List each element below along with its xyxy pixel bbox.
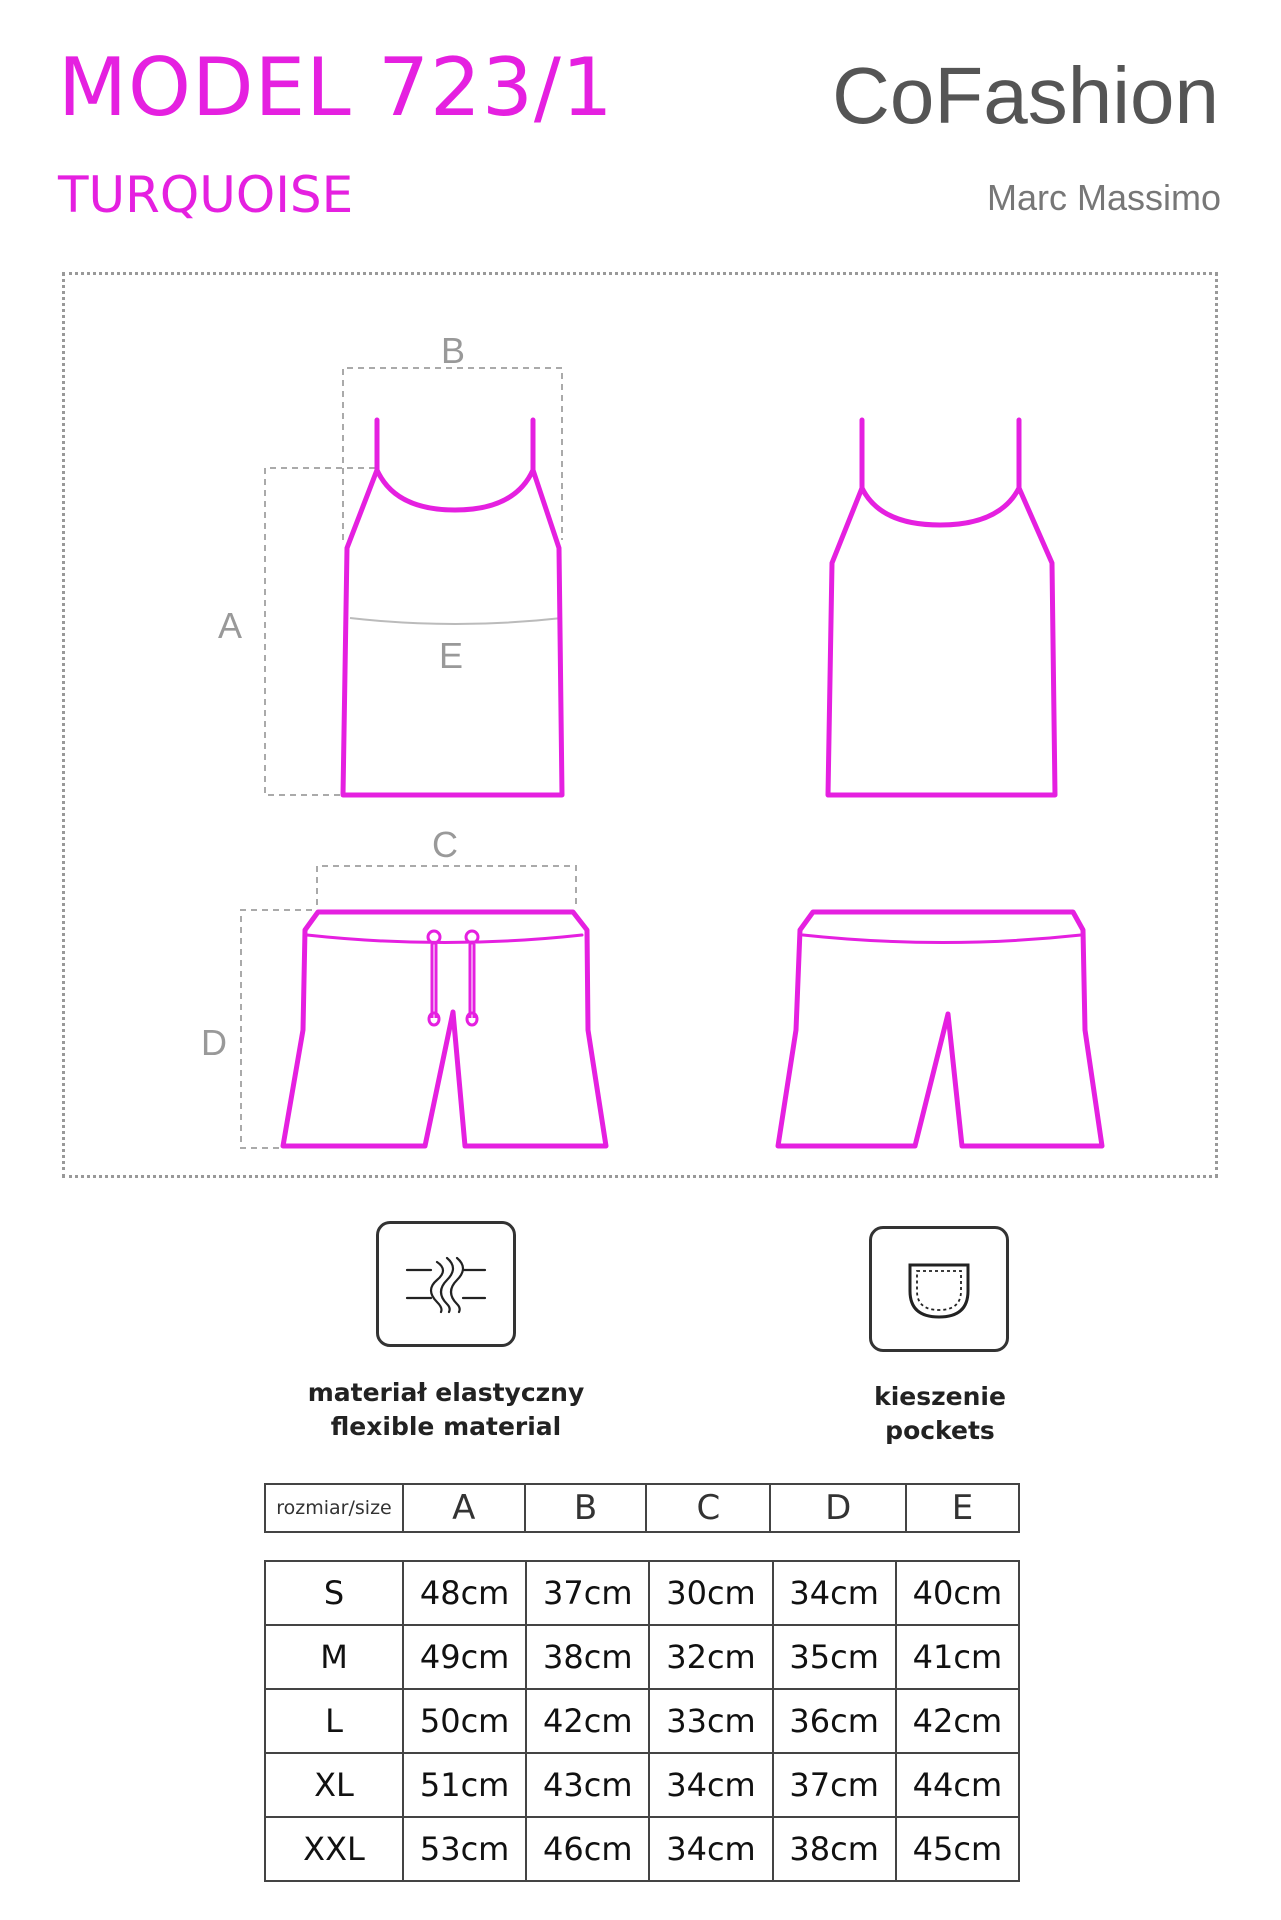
header-b: B <box>525 1484 647 1532</box>
table-row <box>265 1561 1019 1625</box>
size-table-header <box>264 1483 1020 1533</box>
header-row <box>265 1484 1019 1532</box>
label-b: B <box>440 330 466 371</box>
feature-stretch-label-pl: materiał elastyczny <box>307 1378 585 1407</box>
table-cell: 36cm <box>773 1689 896 1753</box>
table-cell: 34cm <box>649 1753 772 1817</box>
table-row <box>265 1625 1019 1689</box>
brand-logo: CoFashion <box>832 51 1219 140</box>
table-cell: 41cm <box>896 1625 1019 1689</box>
table-cell: 50cm <box>403 1689 526 1753</box>
header-d: D <box>770 1484 906 1532</box>
waistband-line <box>307 935 582 943</box>
feature-pockets-label-pl: kieszenie <box>874 1382 1006 1411</box>
table-cell: 37cm <box>773 1753 896 1817</box>
table-cell: 34cm <box>649 1817 772 1881</box>
size-cell: XL <box>265 1753 403 1817</box>
model-title: MODEL 723/1 <box>58 41 614 134</box>
table-cell: 48cm <box>403 1561 526 1625</box>
table-cell: 43cm <box>526 1753 649 1817</box>
table-cell: 35cm <box>773 1625 896 1689</box>
table-cell: 46cm <box>526 1817 649 1881</box>
shorts-back-outline <box>778 912 1102 1146</box>
label-e: E <box>438 635 464 676</box>
table-cell: 32cm <box>649 1625 772 1689</box>
table-cell: 49cm <box>403 1625 526 1689</box>
feature-pockets-label <box>820 1380 1060 1448</box>
table-cell: 53cm <box>403 1817 526 1881</box>
feature-stretch-label-en: flexible material <box>330 1412 562 1441</box>
label-d: D <box>201 1022 227 1063</box>
table-cell: 38cm <box>773 1817 896 1881</box>
table-cell: 33cm <box>649 1689 772 1753</box>
shorts-front-outline <box>283 912 606 1146</box>
top-front-outline <box>343 420 562 795</box>
pocket-icon <box>869 1226 1009 1352</box>
table-row <box>265 1689 1019 1753</box>
designer-name: Marc Massimo <box>986 177 1221 218</box>
table-cell: 44cm <box>896 1753 1019 1817</box>
table-cell: 37cm <box>526 1561 649 1625</box>
header-c: C <box>646 1484 770 1532</box>
label-a: A <box>217 605 243 646</box>
top-back-outline <box>828 420 1055 795</box>
table-cell: 34cm <box>773 1561 896 1625</box>
size-cell: XXL <box>265 1817 403 1881</box>
size-cell: S <box>265 1561 403 1625</box>
chest-line <box>350 618 562 624</box>
header-e: E <box>906 1484 1019 1532</box>
feature-pockets-label-en: pockets <box>885 1416 995 1445</box>
feature-stretch-label <box>300 1376 592 1444</box>
label-c: C <box>432 824 458 865</box>
table-row <box>265 1817 1019 1881</box>
table-row <box>265 1753 1019 1817</box>
table-cell: 38cm <box>526 1625 649 1689</box>
table-cell: 42cm <box>526 1689 649 1753</box>
size-cell: M <box>265 1625 403 1689</box>
table-cell: 42cm <box>896 1689 1019 1753</box>
table-cell: 51cm <box>403 1753 526 1817</box>
size-table <box>264 1560 1020 1882</box>
stretch-material-icon <box>376 1221 516 1347</box>
table-cell: 45cm <box>896 1817 1019 1881</box>
table-cell: 30cm <box>649 1561 772 1625</box>
header-size: rozmiar/size <box>265 1484 403 1532</box>
color-name: TURQUOISE <box>58 166 354 224</box>
table-cell: 40cm <box>896 1561 1019 1625</box>
waistband-line-back <box>803 935 1081 943</box>
size-cell: L <box>265 1689 403 1753</box>
header-a: A <box>403 1484 525 1532</box>
